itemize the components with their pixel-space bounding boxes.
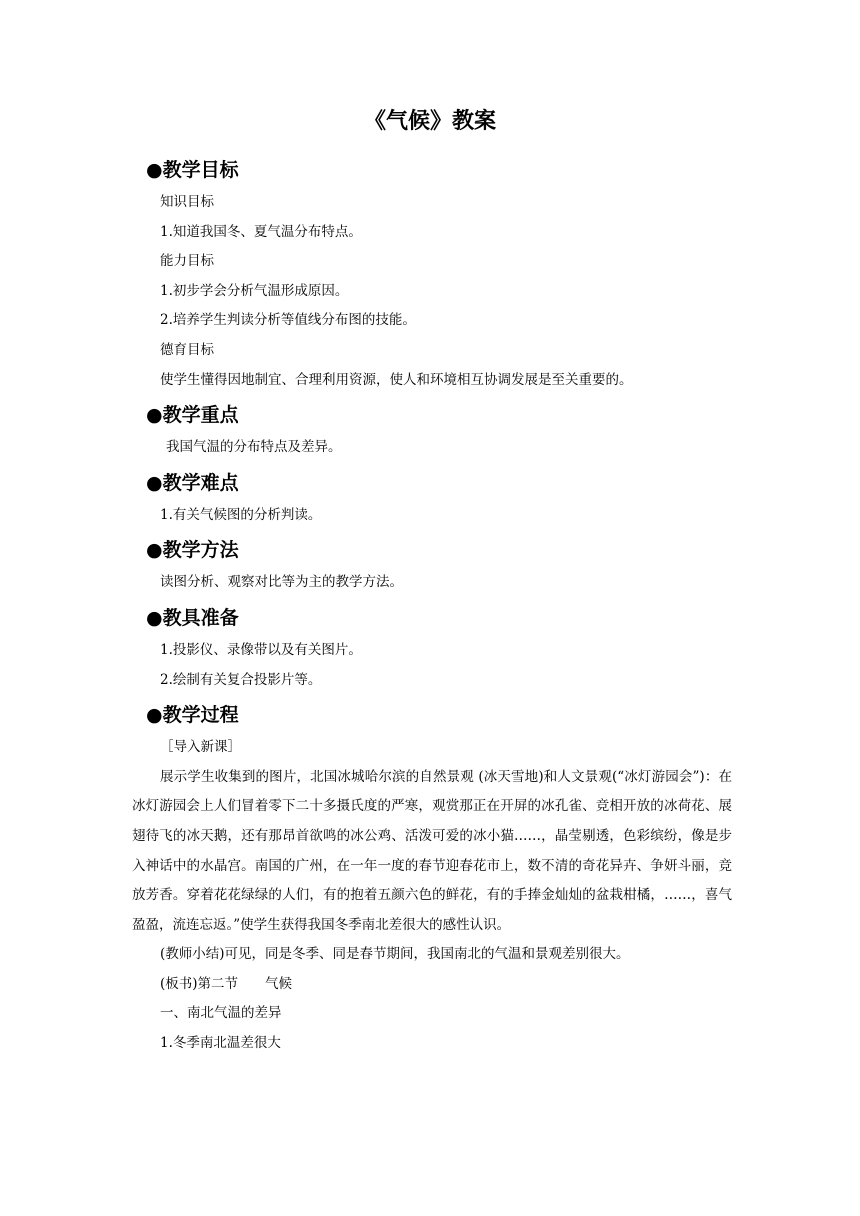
knowledge-goal-label: 知识目标	[160, 194, 214, 210]
heading-key-points: ●教学重点	[146, 404, 239, 427]
page-title: 《气候》教案	[363, 109, 496, 134]
subheading-winter-difference: 1.冬季南北温差很大	[160, 1035, 281, 1052]
moral-goal-text: 使学生懂得因地制宜、合理利用资源，使人和环境相互协调发展是至关重要的。	[160, 371, 633, 388]
board-writing: (板书)第二节 气候	[160, 975, 293, 992]
key-points-text: 我国气温的分布特点及差异。	[166, 439, 342, 456]
heading-teaching-method: ●教学方法	[146, 539, 239, 562]
heading-difficulties: ●教学难点	[146, 471, 239, 494]
moral-goal-label: 德育目标	[160, 341, 214, 358]
knowledge-goal-item: 1.知道我国冬、夏气温分布特点。	[160, 223, 362, 240]
heading-teaching-goals: ●教学目标	[146, 159, 239, 181]
heading-teaching-process: ●教学过程	[146, 704, 239, 727]
ability-goal-label: 能力目标	[160, 253, 214, 270]
teacher-summary: (教师小结)可见，同是冬季、同是春节期间，我国南北的气温和景观差别很大。	[160, 946, 630, 963]
tools-item: 2.绘制有关复合投影片等。	[160, 671, 322, 688]
document-body	[132, 150, 734, 1059]
intro-label: ［导入新课］	[160, 739, 241, 756]
method-text: 读图分析、观察对比等为主的教学方法。	[160, 574, 403, 591]
heading-teaching-tools: ●教具准备	[146, 606, 239, 629]
intro-paragraph: 展示学生收集到的图片，北国冰城哈尔滨的自然景观 (冰天雪地)和人文景观(“冰灯游园会”)：在冰灯游园会上人们冒着零下二十多摄氏度的严寒，观赏那正在开屏的冰孔雀、竞相开放的冰荷花、展翅待飞的冰天鹅，还有那昂首欲鸣的冰公鸡、活泼可爱的冰小猫……，晶莹剔透，色彩缤纷，像是步入神话中的水晶宫。南国的广州，在一年一度的春节迎春花市上，数不清的奇花异卉、争妍斗丽，竞放芳香。穿着花花绿绿的人们，有的抱着五颜六色的鲜花，有的手捧金灿灿的盆栽柑橘，……，喜气盈盈，流连忘返。”使学生获得我国冬季南北差很大的感性认识。	[132, 768, 732, 933]
subheading-temperature-difference: 一、南北气温的差异	[160, 1005, 282, 1022]
ability-goal-item: 1.初步学会分析气温形成原因。	[160, 282, 349, 299]
ability-goal-item: 2.培养学生判读分析等值线分布图的技能。	[160, 312, 416, 329]
difficulty-text: 1.有关气候图的分析判读。	[160, 506, 322, 523]
tools-item: 1.投影仪、录像带以及有关图片。	[160, 641, 362, 658]
